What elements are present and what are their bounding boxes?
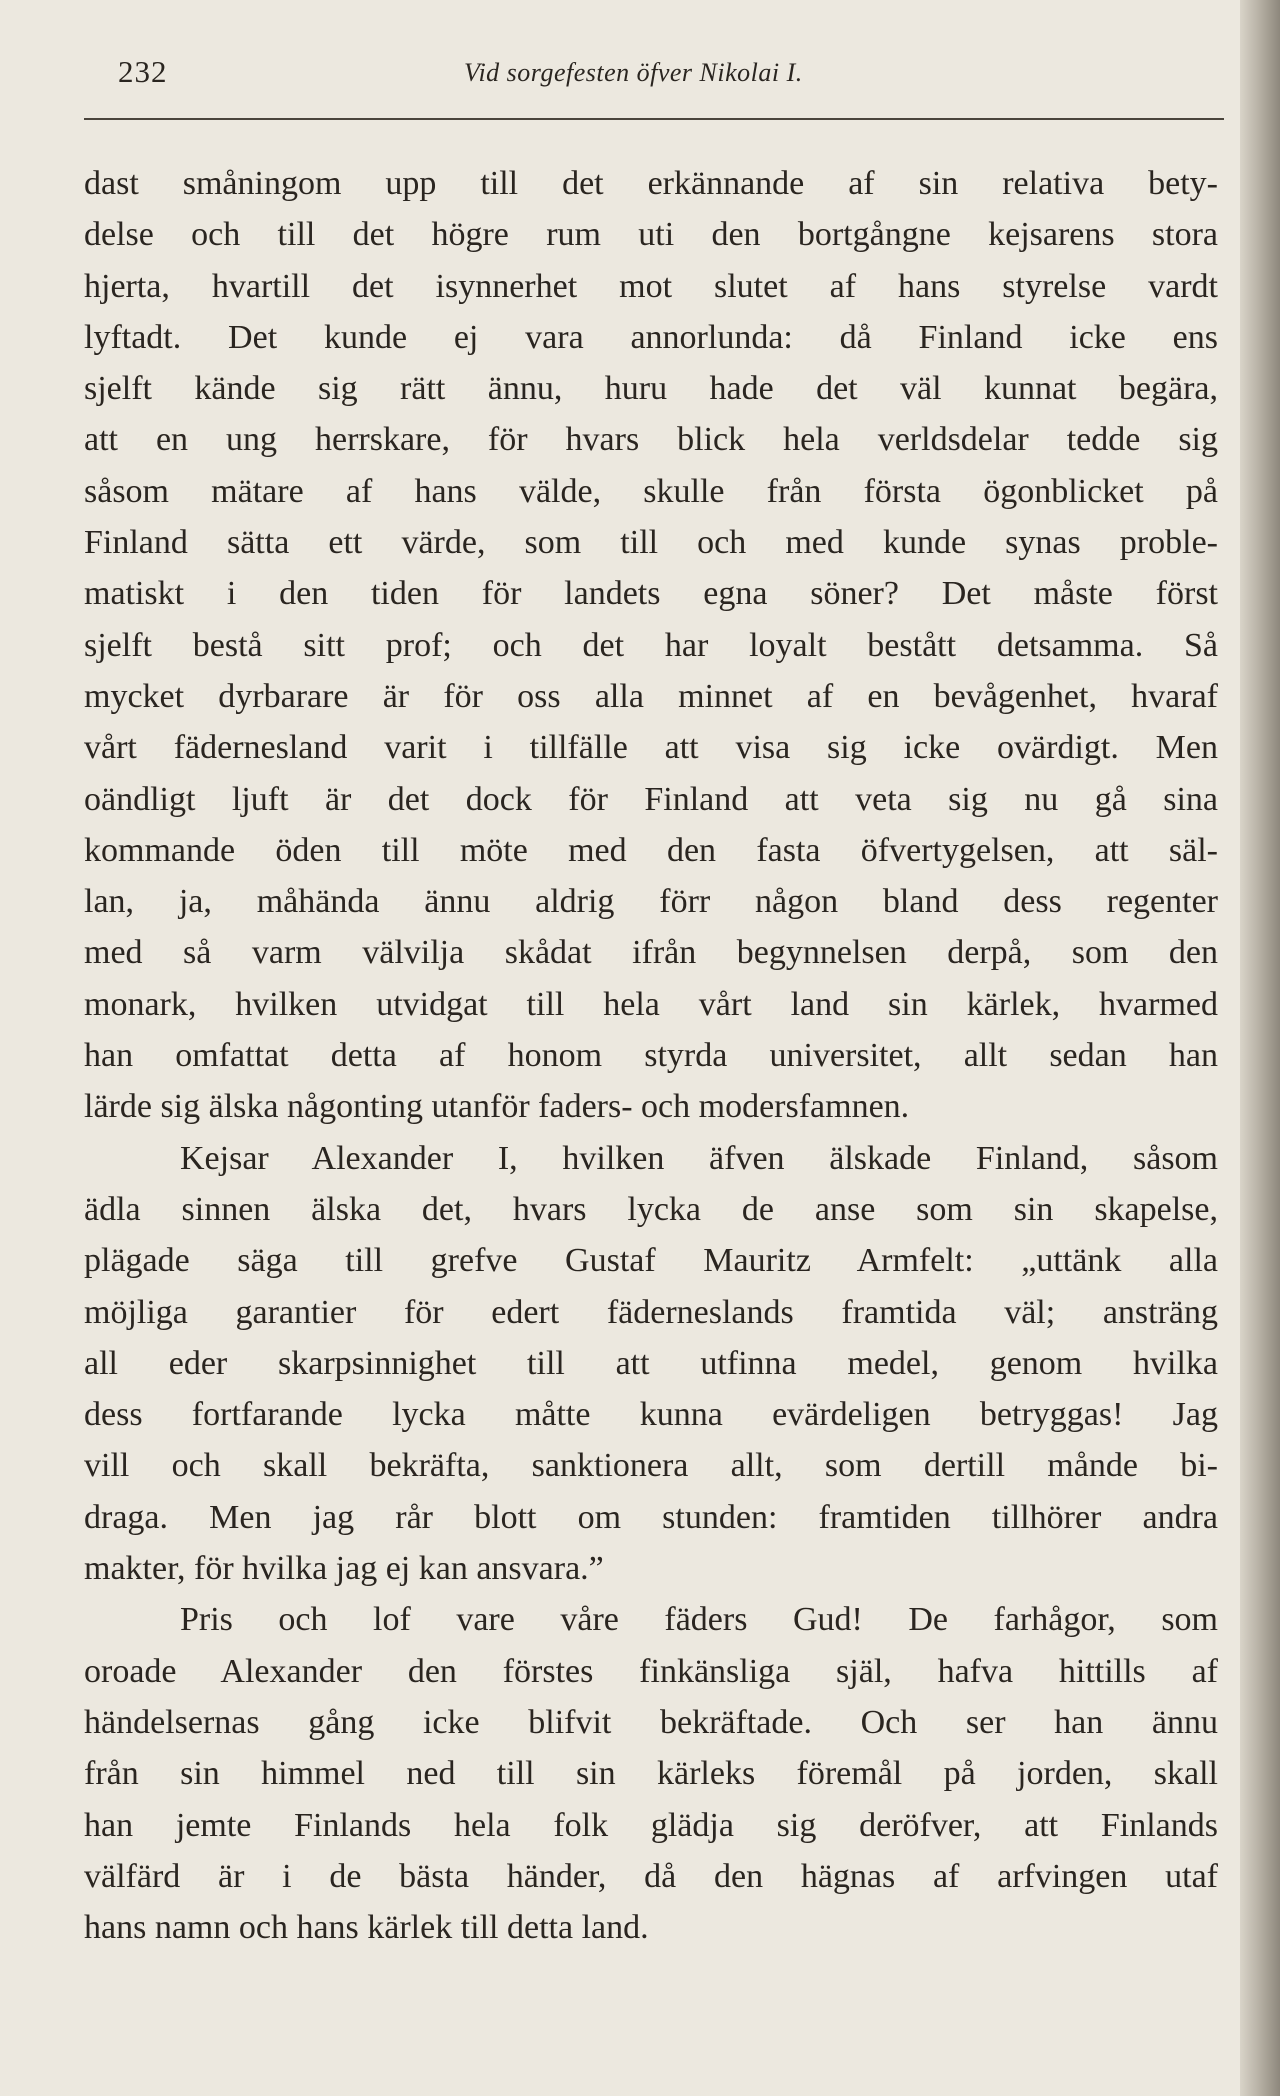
text-line: hans namn och hans kärlek till detta land. — [84, 1909, 649, 1947]
text-line: draga. Men jag rår blott om stunden: framtiden tillhörer andra — [84, 1498, 1218, 1536]
text-line: Kejsar Alexander I, hvilken äfven älskade Finland, såsom — [180, 1139, 1218, 1177]
text-line: att en ung herrskare, för hvars blick hela verldsdelar tedde sig — [84, 421, 1218, 459]
text-line: ädla sinnen älska det, hvars lycka de anse som sin skapelse, — [84, 1190, 1218, 1228]
text-line: lan, ja, måhända ännu aldrig förr någon bland dess regenter — [84, 883, 1218, 921]
text-line: dess fortfarande lycka måtte kunna evärdeligen betryggas! Jag — [84, 1396, 1218, 1434]
text-line: plägade säga till grefve Gustaf Mauritz Armfelt: „uttänk alla — [84, 1242, 1218, 1280]
text-line: monark, hvilken utvidgat till hela vårt land sin kärlek, hvarmed — [84, 985, 1218, 1023]
text-line: oändligt ljuft är det dock för Finland att veta sig nu gå sina — [84, 780, 1218, 818]
text-line: vill och skall bekräfta, sanktionera allt, som dertill månde bi- — [84, 1447, 1218, 1485]
text-line: sjelft kände sig rätt ännu, huru hade det väl kunnat begära, — [84, 370, 1218, 408]
text-line: makter, för hvilka jag ej kan ansvara.” — [84, 1550, 604, 1588]
text-line: lärde sig älska någonting utanför faders- och modersfamnen. — [84, 1088, 910, 1126]
text-line: dast småningom upp till det erkännande af sin relativa bety- — [84, 165, 1218, 202]
text-line: från sin himmel ned till sin kärleks föremål på jorden, skall — [84, 1755, 1218, 1793]
page-header — [84, 50, 1224, 90]
text-line: med så varm välvilja skådat ifrån begynnelsen derpå, som den — [84, 934, 1218, 972]
page-number: 232 — [118, 54, 168, 89]
text-line: kommande öden till möte med den fasta öfvertygelsen, att säl- — [84, 831, 1218, 869]
text-line: hjerta, hvartill det isynnerhet mot slutet af hans styrelse vardt — [84, 267, 1218, 305]
text-line: all eder skarpsinnighet till att utfinna medel, genom hvilka — [84, 1344, 1218, 1382]
text-line: sjelft bestå sitt prof; och det har loyalt bestått detsamma. Så — [84, 626, 1218, 664]
text-line: mycket dyrbarare är för oss alla minnet af en bevågenhet, hvaraf — [84, 677, 1218, 715]
text-line: händelsernas gång icke blifvit bekräftade. Och ser han ännu — [84, 1703, 1218, 1741]
text-line: han jemte Finlands hela folk glädja sig deröfver, att Finlands — [84, 1806, 1218, 1844]
text-line: han omfattat detta af honom styrda universitet, allt sedan han — [84, 1037, 1218, 1075]
text-line: delse och till det högre rum uti den bortgångne kejsarens stora — [84, 216, 1218, 254]
text-line: vårt fädernesland varit i tillfälle att visa sig icke ovärdigt. Men — [84, 729, 1218, 767]
body-text — [84, 158, 1218, 1953]
text-line: Finland sätta ett värde, som till och med kunde synas proble- — [84, 524, 1218, 562]
text-line: möjliga garantier för edert fäderneslands framtida väl; ansträng — [84, 1293, 1218, 1331]
text-line: Pris och lof vare våre fäders Gud! De farhågor, som — [180, 1601, 1218, 1639]
text-line: matiskt i den tiden för landets egna söner? Det måste först — [84, 575, 1218, 613]
running-head: Vid sorgefesten öfver Nikolai I. — [464, 58, 803, 87]
header-rule — [84, 118, 1224, 120]
text-line: oroade Alexander den förstes finkänsliga själ, hafva hittills af — [84, 1652, 1218, 1690]
text-line: lyftadt. Det kunde ej vara annorlunda: då Finland icke ens — [84, 318, 1218, 356]
page-edge-shadow — [1240, 0, 1280, 2096]
text-line: såsom mätare af hans välde, skulle från första ögonblicket på — [84, 472, 1218, 510]
text-line: välfärd är i de bästa händer, då den hägnas af arfvingen utaf — [84, 1857, 1218, 1895]
